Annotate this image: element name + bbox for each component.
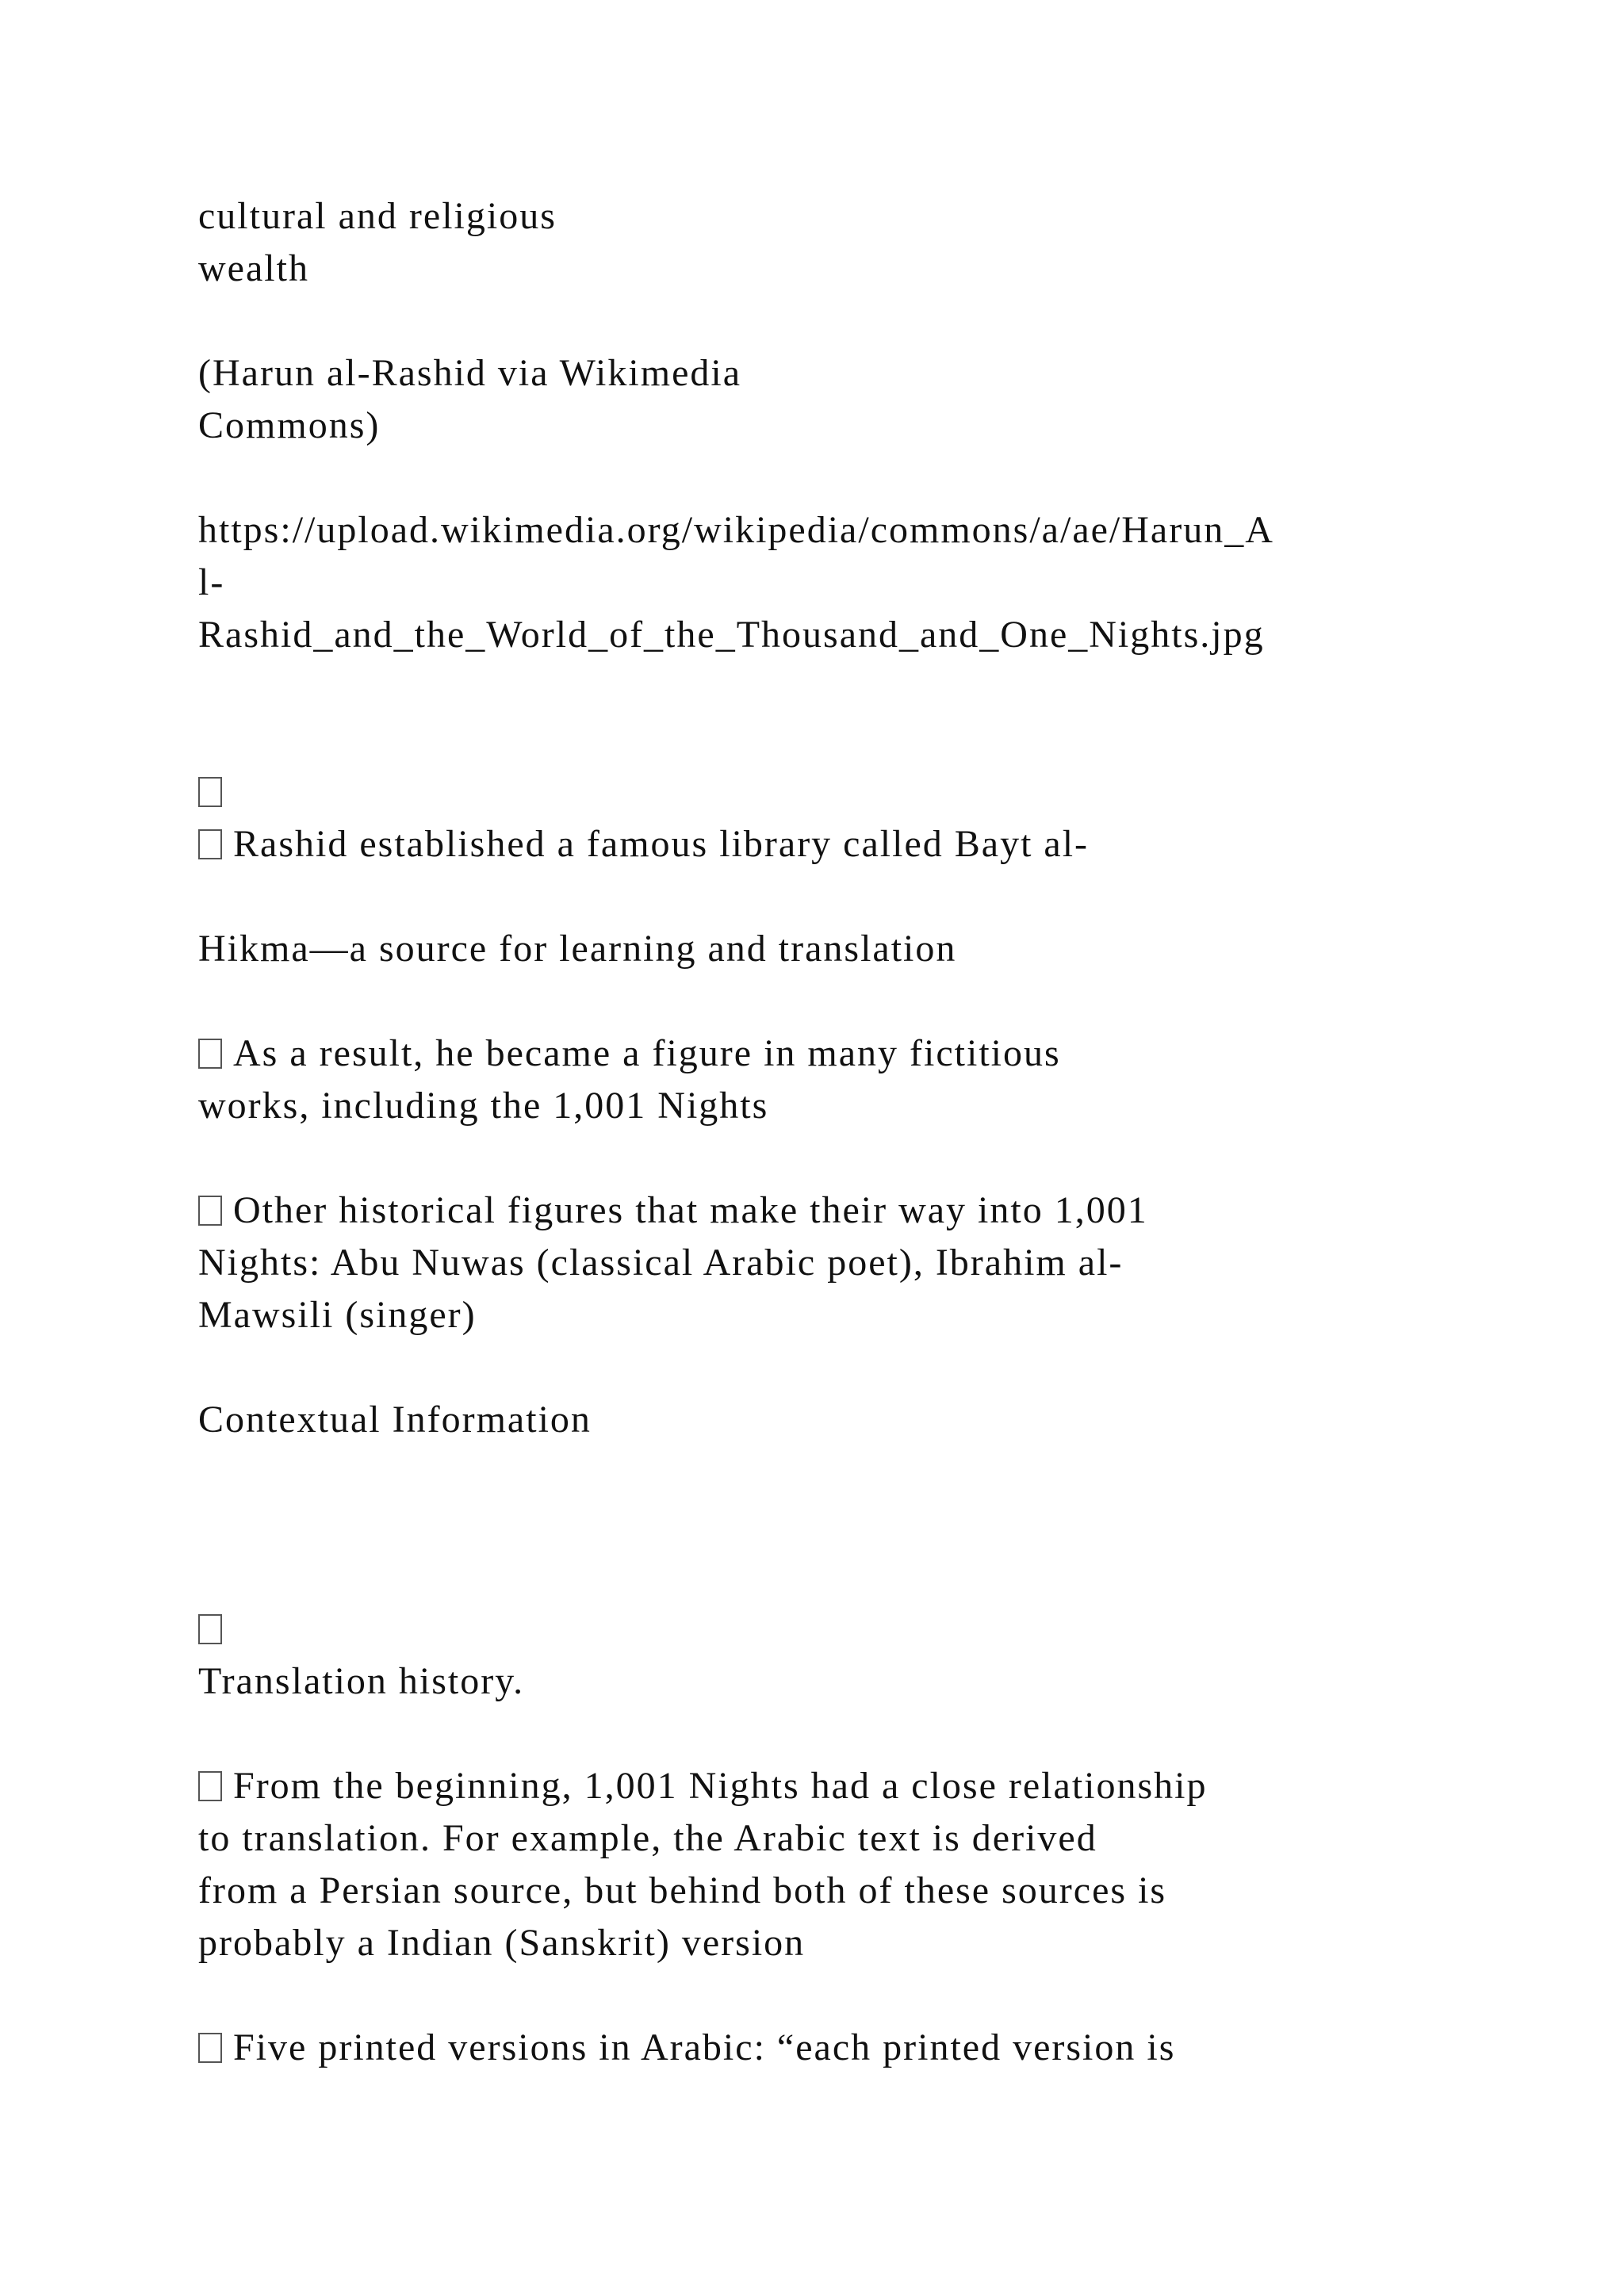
bullet-item: [198, 818, 1499, 871]
bullet-item: [198, 1760, 1499, 1812]
text-line: probably a Indian (Sanskrit) version: [198, 1922, 806, 1964]
text-line: from a Persian source, but behind both of these sources is: [198, 1869, 1167, 1911]
document-body: [198, 190, 1499, 2074]
image-credit-line: (Harun al-Rashid via Wikimedia: [198, 352, 742, 394]
text-line: Translation history.: [198, 1660, 525, 1702]
bullet-item: [198, 2022, 1499, 2074]
bullet-row: [198, 1603, 1499, 1655]
blank-line: [198, 714, 1499, 766]
blank-line: [198, 1132, 1499, 1184]
text-line: Nights: Abu Nuwas (classical Arabic poet), Ibrahim al-: [198, 1242, 1124, 1284]
bullet-text: As a result, he became a figure in many fictitious: [233, 1032, 1061, 1074]
text-line: to translation. For example, the Arabic text is derived: [198, 1817, 1097, 1859]
missing-glyph-box-icon: [198, 1614, 222, 1644]
bullet-item: [198, 1027, 1499, 1080]
bullet-row: [198, 766, 1499, 818]
url-line: l-: [198, 561, 225, 603]
missing-glyph-box-icon: [198, 777, 222, 807]
blank-line: [198, 1708, 1499, 1760]
missing-glyph-box-icon: [198, 1039, 222, 1069]
text-line: works, including the 1,001 Nights: [198, 1085, 769, 1127]
blank-line: [198, 295, 1499, 347]
bullet-text: Five printed versions in Arabic: “each printed version is: [233, 2026, 1176, 2068]
missing-glyph-box-icon: [198, 1771, 222, 1801]
missing-glyph-box-icon: [198, 2033, 222, 2063]
text-line: Hikma—a source for learning and translation: [198, 928, 957, 970]
bullet-item: [198, 1184, 1499, 1237]
text-line: Mawsili (singer): [198, 1294, 477, 1336]
blank-line: [198, 1498, 1499, 1551]
text-line: cultural and religious: [198, 195, 557, 237]
blank-line: [198, 871, 1499, 923]
bullet-text: Other historical figures that make their way into 1,001: [233, 1189, 1148, 1231]
missing-glyph-box-icon: [198, 829, 222, 859]
bullet-text: Rashid established a famous library called Bayt al-: [233, 823, 1090, 865]
blank-line: [198, 975, 1499, 1027]
blank-line: [198, 452, 1499, 504]
url-line: Rashid_and_the_World_of_the_Thousand_and_One_Nights.jpg: [198, 614, 1265, 656]
blank-line: [198, 1446, 1499, 1498]
blank-line: [198, 1551, 1499, 1603]
image-credit-line: Commons): [198, 404, 381, 446]
text-line: wealth: [198, 247, 309, 289]
section-heading: Contextual Information: [198, 1399, 592, 1441]
blank-line: [198, 1969, 1499, 2022]
missing-glyph-box-icon: [198, 1196, 222, 1226]
blank-line: [198, 1341, 1499, 1394]
blank-line: [198, 661, 1499, 714]
bullet-text: From the beginning, 1,001 Nights had a close relationship: [233, 1765, 1208, 1807]
url-line: https://upload.wikimedia.org/wikipedia/commons/a/ae/Harun_A: [198, 509, 1274, 551]
